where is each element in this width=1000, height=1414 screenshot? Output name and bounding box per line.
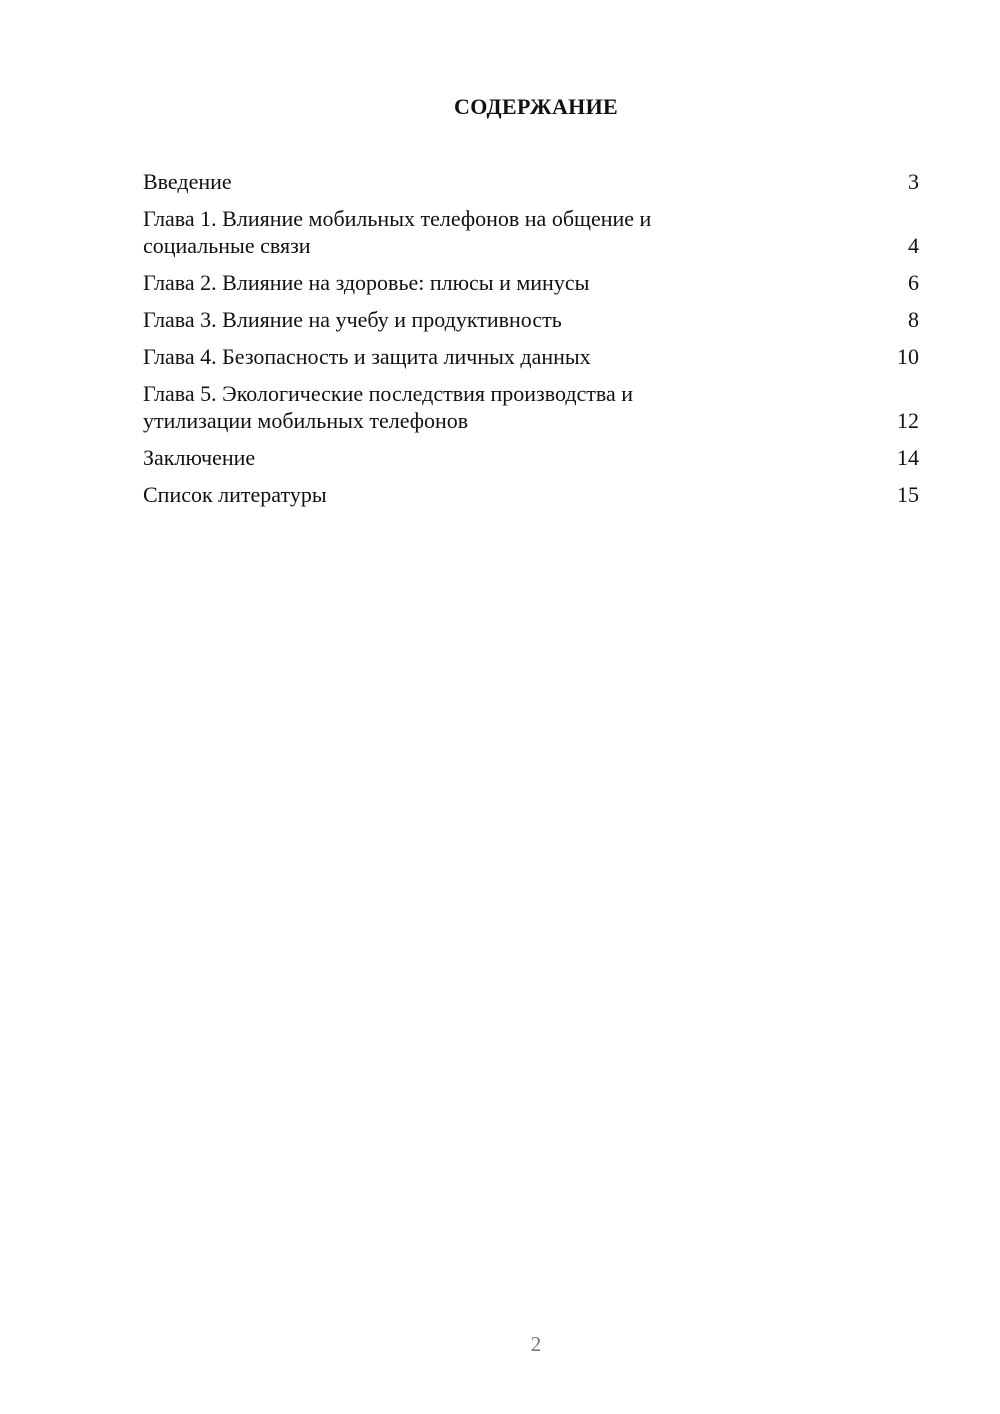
toc-entry-introduction[interactable] <box>143 168 919 195</box>
toc-entry-label: Глава 4. Безопасность и защита личных данных <box>143 344 591 369</box>
toc-entry-page: 8 <box>908 307 919 332</box>
toc-entry-label: Список литературы <box>143 482 327 507</box>
toc-entry-chapter-3[interactable] <box>143 306 919 333</box>
toc-entry-label: Введение <box>143 169 232 194</box>
toc-entry-references[interactable] <box>143 481 919 508</box>
page-title: СОДЕРЖАНИЕ <box>454 94 618 119</box>
page-number: 2 <box>530 1332 542 1356</box>
toc-entry-chapter-1[interactable] <box>143 205 919 259</box>
toc-entry-page: 6 <box>908 270 919 295</box>
toc-entry-label: Заключение <box>143 445 256 470</box>
toc-entry-page: 3 <box>908 169 919 194</box>
toc-entry-chapter-5[interactable] <box>143 380 919 434</box>
toc-entry-page: 14 <box>897 445 919 470</box>
toc-entry-label: Глава 5. Экологические последствия производства и утилизации мобильных телефонов <box>143 381 634 433</box>
toc-entry-page: 12 <box>897 408 919 433</box>
toc-entry-chapter-4[interactable] <box>143 343 919 370</box>
toc-entry-page: 10 <box>897 344 919 369</box>
table-of-contents <box>143 168 919 518</box>
toc-entry-label: Глава 3. Влияние на учебу и продуктивность <box>143 307 562 332</box>
toc-entry-label: Глава 2. Влияние на здоровье: плюсы и минусы <box>143 270 590 295</box>
toc-entry-page: 4 <box>908 233 919 258</box>
toc-entry-conclusion[interactable] <box>143 444 919 471</box>
toc-entry-page: 15 <box>897 482 919 507</box>
toc-entry-chapter-2[interactable] <box>143 269 919 296</box>
toc-entry-label: Глава 1. Влияние мобильных телефонов на общение и социальные связи <box>143 206 652 258</box>
